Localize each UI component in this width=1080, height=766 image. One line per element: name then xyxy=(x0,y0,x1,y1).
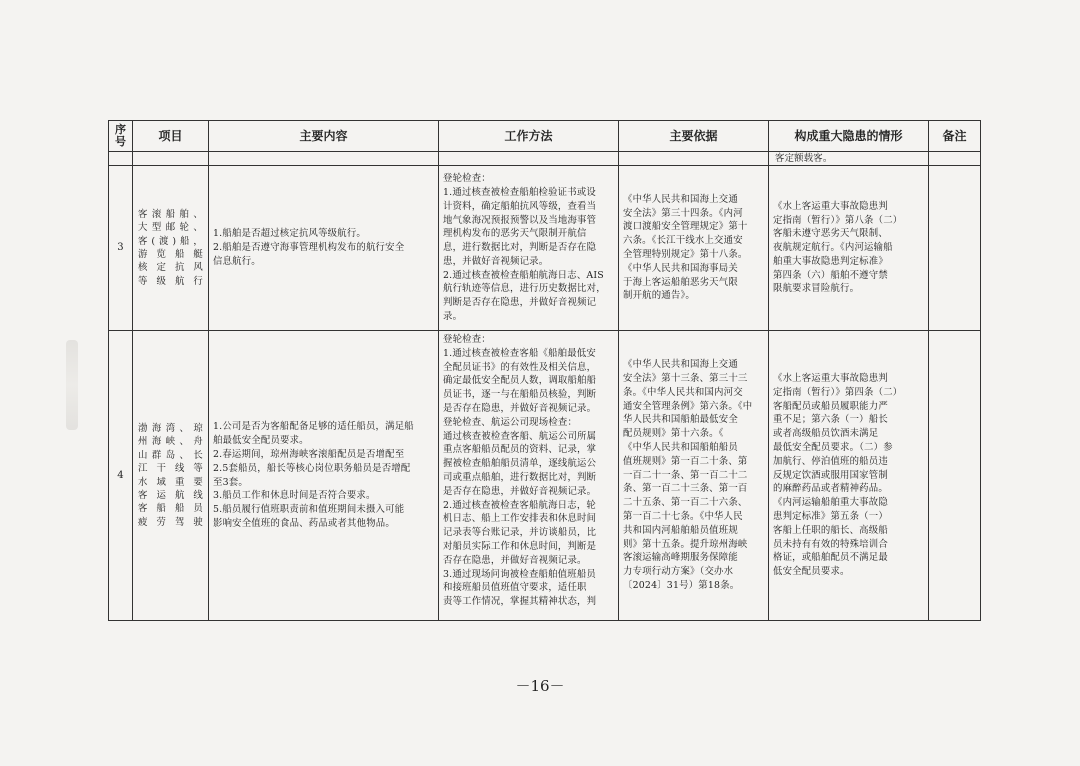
content-cell xyxy=(209,331,439,621)
text-line: 舶最低安全配员要求。 xyxy=(213,435,309,447)
text-line: 通安全管理条例》第六条。《中 xyxy=(623,400,753,412)
text-line: 低安全配员要求。 xyxy=(773,566,850,578)
text-line: 2.通过核查被检查客船航海日志，轮 xyxy=(443,499,596,511)
text-line: 格证，或船舶配员不满足最 xyxy=(773,552,888,564)
carryover-row xyxy=(109,152,981,166)
text-line: 二十五条、第一百二十六条、 xyxy=(623,497,748,509)
text-line: 重点客船船员配员的资料、记录，掌 xyxy=(443,444,597,456)
text-line: 定指南（暂行）》第四条（二） xyxy=(773,386,903,398)
text-line: 山群岛、长 xyxy=(138,449,203,461)
item-cell xyxy=(133,166,209,331)
text-line: 〔2024〕31号）第18条。 xyxy=(623,579,740,591)
text-line: 对船员实际工作和休息时间，判断是 xyxy=(443,540,597,552)
text-line: 第一百二十七条。《中华人民 xyxy=(623,510,743,522)
text-line: 登轮检查、航运公司现场检查： xyxy=(443,416,578,428)
header-basis: 主要依据 xyxy=(619,121,769,152)
table-row xyxy=(109,331,981,621)
text-line: 加航行、停泊值班的船员违 xyxy=(773,455,888,467)
text-line: 客船上任职的船长、高级船 xyxy=(773,524,888,536)
text-line: 至3套。 xyxy=(213,476,248,488)
method-cell xyxy=(439,331,619,621)
text-line: 值班规则》第一百二十条、第 xyxy=(623,455,748,467)
text-line: 力专项行动方案》（交办水 xyxy=(623,566,734,578)
text-line: 则》第十五条。提升琼州海峡 xyxy=(623,538,748,550)
text-line: 于海上客运船舶恶劣天气限 xyxy=(623,276,738,288)
text-line: 通过核查被检查客船、航运公司所属 xyxy=(443,430,597,442)
text-line: 否存在隐患，并做好音视频记录。 xyxy=(443,554,587,566)
text-line: 握被检查船舶船员清单，逐线航运公 xyxy=(443,458,597,470)
text-line: 患判定标准》第五条（一） xyxy=(773,510,888,522)
text-line: 信息航行。 xyxy=(213,255,261,267)
header-method: 工作方法 xyxy=(439,121,619,152)
header-situation: 构成重大隐患的情形 xyxy=(769,121,929,152)
content-cell xyxy=(209,166,439,331)
text-line: 疲劳驾驶 xyxy=(138,516,203,528)
hazard-table xyxy=(108,120,981,621)
text-line: 重不足；第六条（一）船长 xyxy=(773,414,888,426)
text-line: 六条。《长江干线水上交通安 xyxy=(623,235,743,247)
text-line: 计资料，确定船舶抗风等级，查看当 xyxy=(443,200,597,212)
text-line: 最低安全配员要求。（二）参 xyxy=(773,442,893,453)
text-line: 州海峡、舟 xyxy=(138,436,203,448)
text-line: 客(渡)船， xyxy=(138,235,203,247)
text-line: 客船未遵守恶劣天气限制、 xyxy=(773,228,888,240)
text-line: 是否存在隐患，并做好音视频记录。 xyxy=(443,485,597,497)
header-remarks: 备注 xyxy=(929,121,981,152)
remarks-cell xyxy=(929,331,981,621)
text-line: 《中华人民共和国海上交通 xyxy=(623,193,738,205)
text-line: 判断是否存在隐患，并做好音视频记 xyxy=(443,297,597,309)
text-line: 《水上客运重大事故隐患判 xyxy=(773,200,888,212)
text-line: 息，进行数据比对，判断是否存在隐 xyxy=(443,242,597,254)
text-line: 核定抗风 xyxy=(138,262,203,274)
text-line: 理机构发布的恶劣天气限制开航信 xyxy=(443,228,587,240)
text-line: 责等工作情况，掌握其精神状态，判 xyxy=(443,596,597,608)
text-line: 2.5套船员，船长等核心岗位职务船员是否增配 xyxy=(213,462,411,474)
header-no: 序号 xyxy=(109,121,133,152)
page-number: －16－ xyxy=(515,677,565,695)
text-line: 3.通过现场问询被检查船舶值班船员 xyxy=(443,568,596,580)
text-line: 2.通过核查被检查船舶航海日志、AIS xyxy=(443,269,604,281)
text-line: 共和国内河船舶船员值班规 xyxy=(623,524,738,536)
method-cell xyxy=(439,166,619,331)
text-line: 员未持有有效的特殊培训合 xyxy=(773,538,888,550)
text-line: 《水上客运重大事故隐患判 xyxy=(773,373,888,385)
text-line: 条、第一百二十三条、第一百 xyxy=(623,483,748,495)
text-line: 《中华人民共和国海事局关 xyxy=(623,262,738,274)
text-line: 客滚船舶、 xyxy=(138,208,203,220)
text-line: 机日志、船上工作安排表和休息时间 xyxy=(443,513,597,525)
text-line: 第四条（六）船舶不遵守禁 xyxy=(773,269,888,281)
text-line: 反规定饮酒或服用国家管制 xyxy=(773,469,888,481)
text-line: 客滚运输高峰期服务保障能 xyxy=(623,552,738,564)
text-line: 《中华人民共和国船舶船员 xyxy=(623,442,738,453)
basis-cell xyxy=(619,166,769,331)
text-line: 客船船员 xyxy=(138,503,203,515)
text-line: 记录表等台账记录，并访谈船员，比 xyxy=(443,527,597,539)
text-line: 登轮检查： xyxy=(443,334,491,345)
text-line: 制开航的通告》。 xyxy=(623,290,695,302)
header-row xyxy=(109,121,981,152)
header-content: 主要内容 xyxy=(209,121,439,152)
text-line: 1.通过核查被检查客船《船舶最低安 xyxy=(443,347,596,359)
remarks-cell xyxy=(929,166,981,331)
row-number: 4 xyxy=(109,331,133,621)
text-line: 是否存在隐患，并做好音视频记录。 xyxy=(443,402,597,414)
situation-cell xyxy=(769,166,929,331)
text-line: 司或重点船舶，进行数据比对，判断 xyxy=(443,471,597,483)
text-line: 2.船舶是否遵守海事管理机构发布的航行安全 xyxy=(213,242,405,254)
text-line: 一百二十一条、第一百二十二 xyxy=(623,469,748,481)
text-line: 3.船员工作和休息时间是否符合要求。 xyxy=(213,490,376,502)
text-line: 1.船舶是否超过核定抗风等级航行。 xyxy=(213,228,366,240)
table-row xyxy=(109,166,981,331)
text-line: 全管理特别规定》第十八条。 xyxy=(623,249,748,260)
header-item: 项目 xyxy=(133,121,209,152)
text-line: 水域重要 xyxy=(138,476,203,488)
text-line: 《中华人民共和国海上交通 xyxy=(623,359,738,371)
situation-cell xyxy=(769,331,929,621)
text-line: 1.公司是否为客船配备足够的适任船员，满足船 xyxy=(213,421,414,433)
text-line: 安全法》第三十四条。《内河 xyxy=(623,207,743,219)
row-number: 3 xyxy=(109,166,133,331)
text-line: 的麻醉药品或者精神药品。 xyxy=(773,483,888,495)
basis-cell xyxy=(619,331,769,621)
text-line: 2.春运期间，琼州海峡客滚船配员是否增配至 xyxy=(213,448,405,460)
text-line: 游览船艇 xyxy=(138,249,203,260)
text-line: 患，并做好音视频记录。 xyxy=(443,255,549,267)
text-line: 录。 xyxy=(443,311,463,323)
text-line: 配员规则》第十六条。《 xyxy=(623,428,724,440)
text-line: 影响安全值班的食品、药品或者其他物品。 xyxy=(213,517,395,529)
text-line: 客船配员或船员履职能力严 xyxy=(773,400,888,412)
text-line: 华人民共和国船舶最低安全 xyxy=(623,414,738,426)
text-line: 渤海湾、琼 xyxy=(138,422,203,434)
text-line: 或者高级船员饮酒未满足 xyxy=(773,428,879,440)
text-line: 等级航行 xyxy=(138,275,203,287)
text-line: 舶重大事故隐患判定标准》 xyxy=(773,255,888,267)
text-line: 渡口渡船安全管理规定》第十 xyxy=(623,221,748,233)
text-line: 夜航规定航行。《内河运输船 xyxy=(773,242,893,254)
text-line: 登轮检查： xyxy=(443,173,491,185)
carryover-situation: 客定额载客。 xyxy=(769,152,929,166)
text-line: 5.船员履行值班职责前和值班期间未摄入可能 xyxy=(213,504,405,516)
text-line: 安全法》第十三条、第三十三 xyxy=(623,373,748,385)
text-line: 员证书，逐一与在船船员核验，判断 xyxy=(443,389,597,401)
text-line: 限航要求冒险航行。 xyxy=(773,283,860,295)
text-line: 条。《中华人民共和国内河交 xyxy=(623,386,743,398)
text-line: 和接班船员值班值守要求，适任职 xyxy=(443,582,587,594)
text-line: 定指南（暂行）》第八条（二） xyxy=(773,214,903,226)
item-cell xyxy=(133,331,209,621)
text-line: 客运航线 xyxy=(138,489,203,501)
text-line: 航行轨迹等信息，进行历史数据比对， xyxy=(443,283,606,295)
text-line: 全配员证书》的有效性及相关信息， xyxy=(443,361,597,373)
text-line: 《内河运输船舶重大事故隐 xyxy=(773,497,888,509)
text-line: 大型邮轮、 xyxy=(138,222,203,234)
text-line: 1.通过核查被检查船舶检验证书或设 xyxy=(443,186,596,198)
text-line: 地气象海况预报预警以及当地海事管 xyxy=(443,214,597,226)
text-line: 确定最低安全配员人数，调取船舶船 xyxy=(443,375,597,387)
text-line: 江干线等 xyxy=(138,463,203,475)
scan-smudge xyxy=(66,340,78,430)
